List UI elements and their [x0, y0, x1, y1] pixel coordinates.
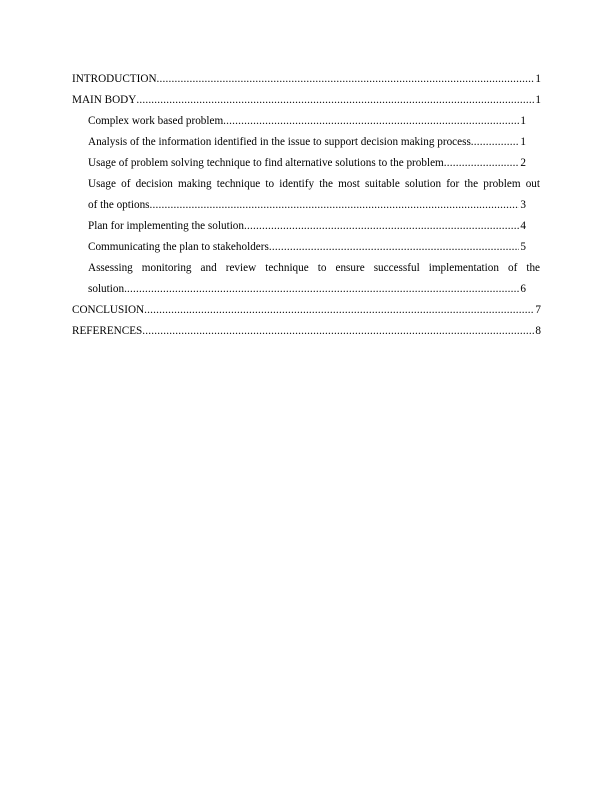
- dot-leader: [244, 220, 526, 232]
- toc-page-number: 1: [535, 94, 541, 106]
- toc-page-number: 5: [520, 241, 526, 253]
- toc-entry-usage-problem-solving[interactable]: [88, 156, 526, 170]
- toc-page-number: 8: [535, 325, 541, 337]
- dot-leader: [142, 325, 541, 337]
- toc-entry-title: Usage of problem solving technique to find alternative solutions to the problem: [88, 157, 444, 169]
- toc-page-number: 3: [520, 199, 526, 211]
- toc-entry-assessing-line1[interactable]: Assessing monitoring and review technique to ensure successful implementation of the: [88, 262, 540, 274]
- toc-entry-title: Complex work based problem: [88, 115, 224, 127]
- toc-page-number: 1: [520, 136, 526, 148]
- toc-page-number: 1: [535, 73, 541, 85]
- toc-entry-main-body[interactable]: [72, 93, 541, 107]
- dot-leader: [150, 199, 526, 211]
- toc-page-number: 6: [520, 283, 526, 295]
- toc-page-number: 2: [520, 157, 526, 169]
- toc-entry-references[interactable]: [72, 324, 541, 338]
- dot-leader: [269, 241, 526, 253]
- toc-entry-title: REFERENCES: [72, 325, 143, 337]
- dot-leader: [471, 136, 526, 148]
- toc-entry-analysis[interactable]: [88, 135, 526, 149]
- toc-entry-title: solution: [88, 283, 125, 295]
- dot-leader: [444, 157, 526, 169]
- toc-entry-introduction[interactable]: [72, 72, 541, 86]
- toc-entry-communicating[interactable]: [88, 240, 526, 254]
- toc-entry-title: Plan for implementing the solution: [88, 220, 244, 232]
- toc-page-number: 1: [520, 115, 526, 127]
- toc-entry-title: MAIN BODY: [72, 94, 137, 106]
- toc-entry-usage-decision-line2[interactable]: [88, 198, 526, 212]
- toc-page-number: 4: [520, 220, 526, 232]
- dot-leader: [223, 115, 526, 127]
- toc-entry-title: INTRODUCTION: [72, 73, 157, 85]
- toc-entry-usage-decision-line1[interactable]: Usage of decision making technique to identify the most suitable solution for the problem out: [88, 178, 540, 190]
- toc-entry-plan[interactable]: [88, 219, 526, 233]
- toc-entry-title: Communicating the plan to stakeholders: [88, 241, 269, 253]
- toc-entry-title: Analysis of the information identified in the issue to support decision making process: [88, 136, 471, 148]
- dot-leader: [124, 283, 526, 295]
- toc-entry-title: CONCLUSION: [72, 304, 145, 316]
- dot-leader: [136, 94, 541, 106]
- dot-leader: [144, 304, 541, 316]
- toc-entry-title: of the options: [88, 199, 150, 211]
- toc-entry-assessing-line2[interactable]: [88, 282, 526, 296]
- toc-entry-complex-problem[interactable]: [88, 114, 526, 128]
- toc-page-number: 7: [535, 304, 541, 316]
- dot-leader: [157, 73, 541, 85]
- toc-entry-conclusion[interactable]: [72, 303, 541, 317]
